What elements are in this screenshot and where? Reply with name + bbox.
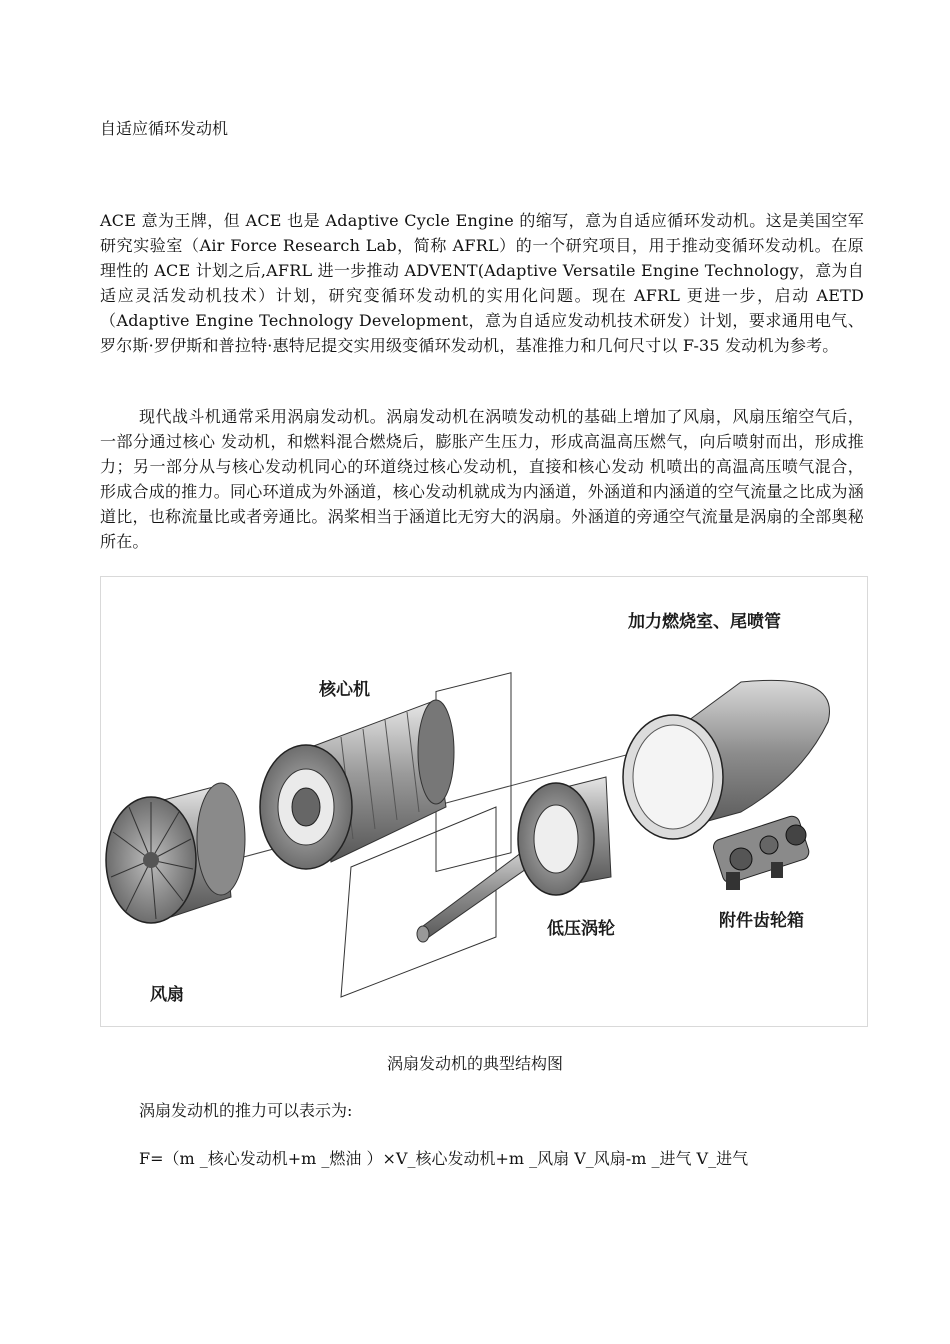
figure-caption: 涡扇发动机的典型结构图 <box>386 1054 563 1073</box>
paragraph-ace-intro: ACE 意为王牌，但 ACE 也是 Adaptive Cycle Engine 的缩写，意为自适应循环发动机。这是美国空军研究实验室（Air Force Research Lab，简称 AFRL）的一个研究项目，用于推动变循环发动机。在原理性的 ACE 计划之后,AFRL 进一步推动 ADVENT(Adaptive Versatile Engine Technology，意为自适应灵活发动机技术）计划，研究变循环发动机的实用化问题。现在 AFRL 更进一步，启动 AETD（Adaptive Engine Technology Development，意为自适应发动机技术研发）计划，要求通用电气、罗尔斯·罗伊斯和普拉特·惠特尼提交实用级变循环发动机，基准推力和几何尺寸以 F-35 发动机为参考。 <box>100 211 864 355</box>
thrust-formula: F=（m _核心发动机+m _燃油 ）×V_核心发动机+m _风扇 V_风扇-m _进气 V_进气 <box>139 1149 749 1168</box>
document-title: 自适应循环发动机 <box>100 119 229 138</box>
label-core: 核心机 <box>319 680 370 700</box>
label-afterburner: 加力燃烧室、尾喷管 <box>628 612 781 632</box>
label-gearbox: 附件齿轮箱 <box>719 911 804 931</box>
accessory-gearbox-component <box>711 814 811 890</box>
afterburner-nozzle-component <box>623 680 829 839</box>
engine-diagram-figure <box>100 576 868 1027</box>
low-pressure-turbine-component <box>417 777 611 942</box>
fan-component <box>106 783 245 923</box>
label-low-pressure-turbine: 低压涡轮 <box>547 919 615 939</box>
core-component <box>260 700 454 869</box>
label-fan: 风扇 <box>150 985 184 1005</box>
paragraph-turbofan: 现代战斗机通常采用涡扇发动机。涡扇发动机在涡喷发动机的基础上增加了风扇，风扇压缩空气后，一部分通过核心 发动机，和燃料混合燃烧后，膨胀产生压力，形成高温高压燃气，向后喷射而出，形成推力；另一部分从与核心发动机同心的环道绕过核心发动机，直接和核心发动 机喷出的高温高压喷气混合，形成合成的推力。同心环道成为外涵道，核心发动机就成为内涵道，外涵道和内涵道的空气流量之比成为涵道比，也称流量比或者旁通比。涡桨相当于涵道比无穷大的涡扇。外涵道的旁通空气流量是涡扇的全部奥秘所在。 <box>100 407 864 551</box>
engine-diagram <box>101 577 867 1026</box>
thrust-intro-text: 涡扇发动机的推力可以表示为: <box>139 1101 353 1120</box>
